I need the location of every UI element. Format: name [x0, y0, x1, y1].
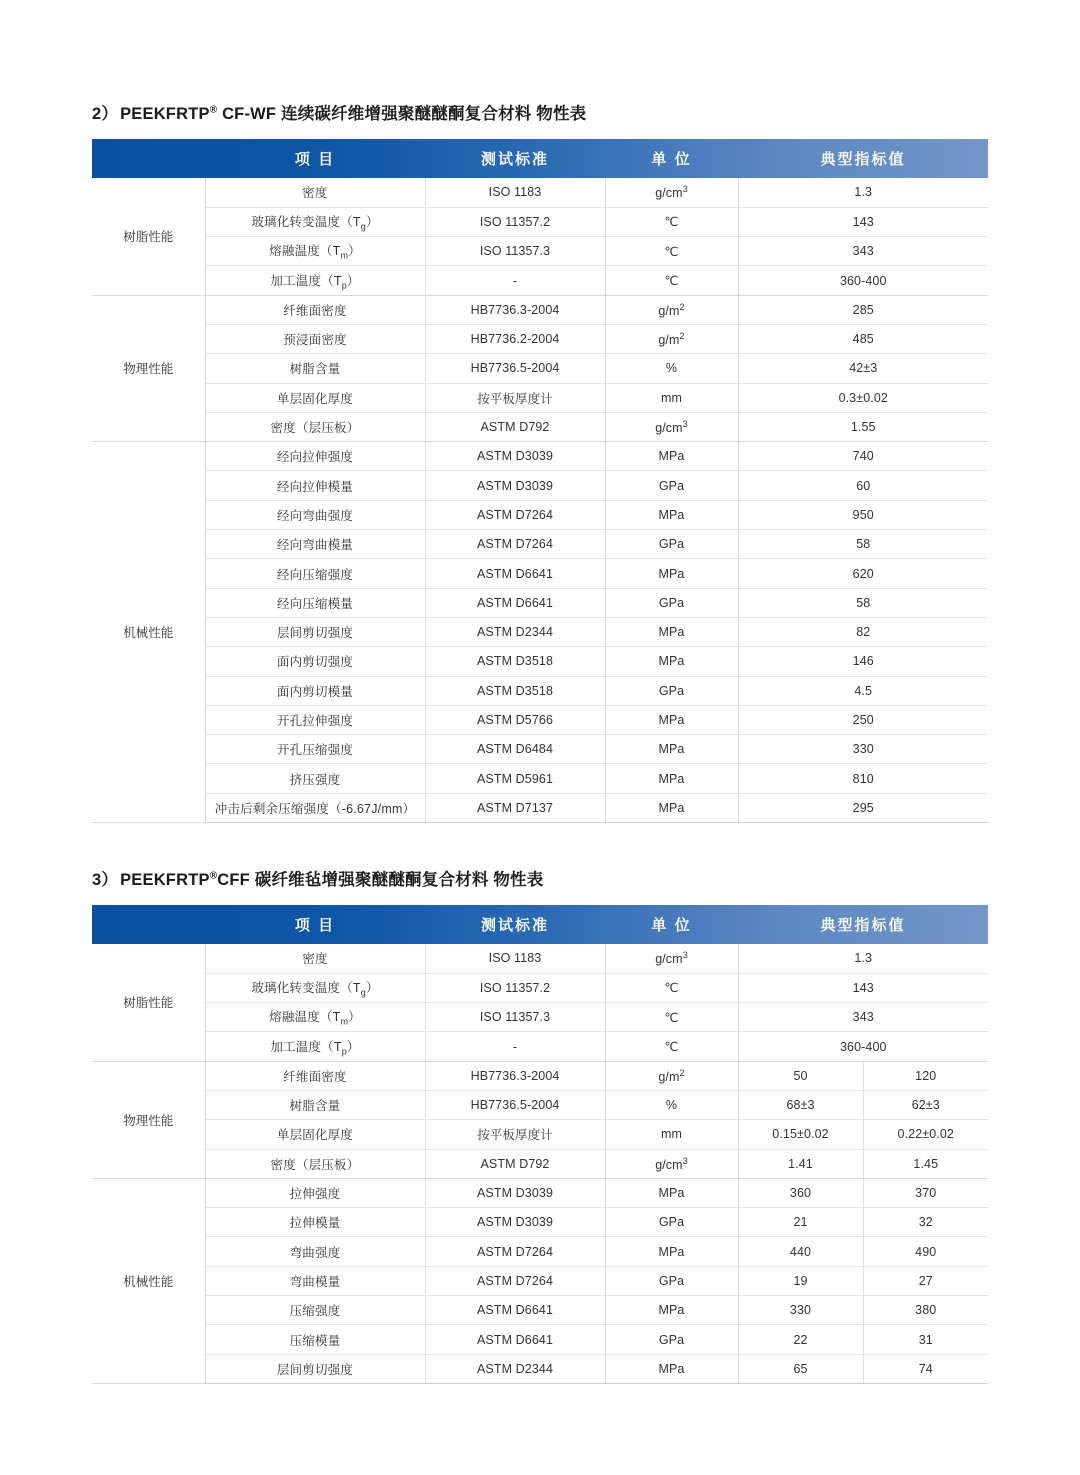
- table-1-col-item: 项 目: [294, 151, 336, 168]
- cell-typical-value: 31: [863, 1325, 988, 1354]
- cell-typical-value: 21: [738, 1208, 863, 1237]
- cell-item-name: 密度: [205, 178, 425, 207]
- cell-typical-value: 440: [738, 1237, 863, 1266]
- cell-typical-value: 0.15±0.02: [738, 1120, 863, 1149]
- table-row: [92, 793, 988, 822]
- row-category-label: 树脂性能: [92, 944, 205, 1061]
- cell-typical-value: 490: [863, 1237, 988, 1266]
- cell-unit: $g/m^2$: [605, 324, 738, 353]
- cell-typical-value: 143: [738, 207, 988, 236]
- cell-test-standard: ISO 11357.2: [425, 207, 605, 236]
- cell-test-standard: ASTM D7264: [425, 530, 605, 559]
- cell-unit: MPa: [605, 559, 738, 588]
- row-category-label: 机械性能: [92, 1178, 205, 1383]
- cell-test-standard: -: [425, 266, 605, 295]
- cell-typical-value: 4.5: [738, 676, 988, 705]
- cell-typical-value: 485: [738, 324, 988, 353]
- table-2-col-item: 项 目: [294, 917, 336, 934]
- table-row: [92, 1237, 988, 1266]
- table-row: [92, 1296, 988, 1325]
- cell-typical-value: 27: [863, 1266, 988, 1295]
- cell-test-standard: HB7736.5-2004: [425, 1090, 605, 1119]
- registered-mark-icon-2: ®: [209, 870, 218, 882]
- cell-unit: MPa: [605, 647, 738, 676]
- cell-unit: mm: [605, 1120, 738, 1149]
- cell-typical-value: 0.22±0.02: [863, 1120, 988, 1149]
- cell-item-name: 冲击后剩余压缩强度（-6.67J/mm）: [205, 793, 425, 822]
- section-title-1: [92, 100, 586, 124]
- cell-typical-value: 1.41: [738, 1149, 863, 1178]
- cell-item-name: 开孔压缩强度: [205, 735, 425, 764]
- cell-test-standard: ASTM D3039: [425, 471, 605, 500]
- row-category-label: 机械性能: [92, 442, 205, 823]
- table-row: [92, 588, 988, 617]
- cell-item-name: 密度（层压板）: [205, 1149, 425, 1178]
- cell-item-name: 经向弯曲模量: [205, 530, 425, 559]
- cell-unit: MPa: [605, 764, 738, 793]
- table-1-col-category: [92, 139, 205, 178]
- cell-unit: $g/m^2$: [605, 1061, 738, 1090]
- cell-test-standard: HB7736.3-2004: [425, 295, 605, 324]
- cell-test-standard: 按平板厚度计: [425, 383, 605, 412]
- table-1-col-value: 典型指标值: [820, 151, 906, 168]
- cell-unit: ℃: [605, 973, 738, 1002]
- cell-typical-value: 360-400: [738, 266, 988, 295]
- table-2-header-row: [92, 905, 988, 944]
- cell-typical-value: 285: [738, 295, 988, 324]
- cell-test-standard: 按平板厚度计: [425, 1120, 605, 1149]
- section-title-2: [92, 866, 543, 890]
- cell-typical-value: 50: [738, 1061, 863, 1090]
- cell-unit: MPa: [605, 1354, 738, 1383]
- cell-test-standard: ASTM D7137: [425, 793, 605, 822]
- table-row: [92, 1003, 988, 1032]
- cell-item-name: 面内剪切模量: [205, 676, 425, 705]
- spec-table-1-container: [92, 139, 988, 823]
- table-row: [92, 442, 988, 471]
- cell-typical-value: 1.45: [863, 1149, 988, 1178]
- cell-item-name: 层间剪切强度: [205, 617, 425, 646]
- table-row: [92, 207, 988, 236]
- cell-item-name: 经向拉伸强度: [205, 442, 425, 471]
- table-row: [92, 1354, 988, 1383]
- cell-test-standard: ISO 11357.3: [425, 1003, 605, 1032]
- cell-test-standard: ASTM D3039: [425, 1208, 605, 1237]
- cell-unit: GPa: [605, 1208, 738, 1237]
- cell-test-standard: ASTM D5961: [425, 764, 605, 793]
- cell-unit: MPa: [605, 1237, 738, 1266]
- table-row: [92, 1032, 988, 1061]
- cell-unit: ℃: [605, 1032, 738, 1061]
- table-row: [92, 617, 988, 646]
- cell-unit: ℃: [605, 237, 738, 266]
- cell-item-name: 经向压缩模量: [205, 588, 425, 617]
- cell-item-name: 经向弯曲强度: [205, 500, 425, 529]
- cell-item-name: 加工温度$(T_p)$: [205, 1032, 425, 1061]
- cell-typical-value: 120: [863, 1061, 988, 1090]
- cell-item-name: 加工温度$(T_p)$: [205, 266, 425, 295]
- cell-item-name: 玻璃化转变温度$(T_g)$: [205, 207, 425, 236]
- spec-table-1: [92, 139, 988, 823]
- cell-test-standard: ASTM D3039: [425, 1178, 605, 1207]
- cell-item-name: 压缩模量: [205, 1325, 425, 1354]
- table-row: [92, 735, 988, 764]
- cell-unit: MPa: [605, 1178, 738, 1207]
- cell-unit: ℃: [605, 1003, 738, 1032]
- cell-unit: %: [605, 1090, 738, 1119]
- table-row: [92, 383, 988, 412]
- cell-unit: ℃: [605, 266, 738, 295]
- cell-item-name: 预浸面密度: [205, 324, 425, 353]
- cell-item-name: 密度: [205, 944, 425, 973]
- cell-item-name: 熔融温度$(T_m)$: [205, 1003, 425, 1032]
- cell-typical-value: 0.3±0.02: [738, 383, 988, 412]
- cell-typical-value: 32: [863, 1208, 988, 1237]
- cell-typical-value: 370: [863, 1178, 988, 1207]
- table-row: [92, 324, 988, 353]
- cell-typical-value: 22: [738, 1325, 863, 1354]
- cell-unit: mm: [605, 383, 738, 412]
- cell-item-name: 挤压强度: [205, 764, 425, 793]
- table-row: [92, 676, 988, 705]
- cell-item-name: 弯曲模量: [205, 1266, 425, 1295]
- cell-unit: MPa: [605, 705, 738, 734]
- table-1-body: [92, 178, 988, 823]
- cell-test-standard: ASTM D6484: [425, 735, 605, 764]
- cell-typical-value: 68±3: [738, 1090, 863, 1119]
- cell-typical-value: 42±3: [738, 354, 988, 383]
- cell-typical-value: 343: [738, 1003, 988, 1032]
- table-row: [92, 764, 988, 793]
- row-category-label: 树脂性能: [92, 178, 205, 295]
- cell-item-name: 纤维面密度: [205, 295, 425, 324]
- cell-unit: %: [605, 354, 738, 383]
- cell-typical-value: 620: [738, 559, 988, 588]
- registered-mark-icon-1: ®: [209, 104, 218, 116]
- cell-unit: $g/cm^3$: [605, 178, 738, 207]
- cell-unit: $g/m^2$: [605, 295, 738, 324]
- table-1-col-unit: 单 位: [651, 151, 692, 168]
- table-2-col-category: [92, 905, 205, 944]
- cell-unit: $g/cm^3$: [605, 944, 738, 973]
- cell-test-standard: ASTM D7264: [425, 1237, 605, 1266]
- cell-item-name: 经向压缩强度: [205, 559, 425, 588]
- section-index-1: 2）: [92, 105, 119, 123]
- cell-test-standard: ASTM D6641: [425, 588, 605, 617]
- cell-test-standard: ASTM D7264: [425, 1266, 605, 1295]
- cell-test-standard: ASTM D3518: [425, 676, 605, 705]
- cell-item-name: 层间剪切强度: [205, 1354, 425, 1383]
- table-row: [92, 973, 988, 1002]
- cell-typical-value: 82: [738, 617, 988, 646]
- section-title-main-1: PEEKFRTP: [120, 105, 210, 123]
- cell-test-standard: -: [425, 1032, 605, 1061]
- cell-item-name: 熔融温度$(T_m)$: [205, 237, 425, 266]
- cell-typical-value: 65: [738, 1354, 863, 1383]
- table-row: [92, 1266, 988, 1295]
- cell-test-standard: ASTM D3039: [425, 442, 605, 471]
- cell-typical-value: 810: [738, 764, 988, 793]
- cell-test-standard: ASTM D792: [425, 412, 605, 441]
- table-2-head: [92, 905, 988, 944]
- cell-item-name: 压缩强度: [205, 1296, 425, 1325]
- cell-typical-value: 295: [738, 793, 988, 822]
- cell-test-standard: ISO 11357.2: [425, 973, 605, 1002]
- cell-test-standard: ASTM D2344: [425, 1354, 605, 1383]
- cell-test-standard: ISO 1183: [425, 178, 605, 207]
- cell-unit: MPa: [605, 735, 738, 764]
- cell-typical-value: 360-400: [738, 1032, 988, 1061]
- cell-unit: GPa: [605, 676, 738, 705]
- cell-unit: $g/cm^3$: [605, 412, 738, 441]
- cell-typical-value: 58: [738, 530, 988, 559]
- cell-typical-value: 146: [738, 647, 988, 676]
- table-row: [92, 412, 988, 441]
- cell-item-name: 玻璃化转变温度$(T_g)$: [205, 973, 425, 1002]
- table-1-header-row: [92, 139, 988, 178]
- cell-unit: $g/cm^3$: [605, 1149, 738, 1178]
- table-row: [92, 1178, 988, 1207]
- table-row: [92, 1090, 988, 1119]
- section-title-rest-1: CF-WF 连续碳纤维增强聚醚醚酮复合材料 物性表: [217, 105, 587, 123]
- table-2-col-value: 典型指标值: [820, 917, 906, 934]
- row-category-label: 物理性能: [92, 295, 205, 441]
- cell-unit: MPa: [605, 1296, 738, 1325]
- cell-test-standard: ASTM D792: [425, 1149, 605, 1178]
- table-1-head: [92, 139, 988, 178]
- cell-typical-value: 60: [738, 471, 988, 500]
- cell-item-name: 拉伸强度: [205, 1178, 425, 1207]
- table-row: [92, 1325, 988, 1354]
- cell-test-standard: HB7736.5-2004: [425, 354, 605, 383]
- table-row: [92, 471, 988, 500]
- cell-unit: MPa: [605, 442, 738, 471]
- cell-typical-value: 740: [738, 442, 988, 471]
- cell-test-standard: ASTM D6641: [425, 559, 605, 588]
- cell-test-standard: ASTM D6641: [425, 1325, 605, 1354]
- table-2-col-standard: 测试标准: [480, 917, 549, 934]
- cell-typical-value: 1.3: [738, 944, 988, 973]
- table-row: [92, 500, 988, 529]
- cell-typical-value: 360: [738, 1178, 863, 1207]
- table-row: [92, 944, 988, 973]
- cell-unit: ℃: [605, 207, 738, 236]
- cell-test-standard: ASTM D2344: [425, 617, 605, 646]
- cell-item-name: 密度（层压板）: [205, 412, 425, 441]
- cell-unit: GPa: [605, 588, 738, 617]
- cell-item-name: 树脂含量: [205, 1090, 425, 1119]
- cell-unit: MPa: [605, 617, 738, 646]
- table-row: [92, 1149, 988, 1178]
- cell-unit: GPa: [605, 471, 738, 500]
- table-row: [92, 178, 988, 207]
- cell-typical-value: 74: [863, 1354, 988, 1383]
- cell-test-standard: HB7736.2-2004: [425, 324, 605, 353]
- cell-item-name: 开孔拉伸强度: [205, 705, 425, 734]
- cell-test-standard: HB7736.3-2004: [425, 1061, 605, 1090]
- cell-typical-value: 1.3: [738, 178, 988, 207]
- table-row: [92, 266, 988, 295]
- cell-typical-value: 330: [738, 735, 988, 764]
- section-title-rest-2: CFF 碳纤维毡增强聚醚醚酮复合材料 物性表: [217, 871, 544, 889]
- cell-test-standard: ASTM D6641: [425, 1296, 605, 1325]
- table-row: [92, 237, 988, 266]
- table-2-body: [92, 944, 988, 1383]
- cell-item-name: 树脂含量: [205, 354, 425, 383]
- cell-item-name: 经向拉伸模量: [205, 471, 425, 500]
- cell-item-name: 单层固化厚度: [205, 383, 425, 412]
- spec-table-2-container: [92, 905, 988, 1384]
- cell-unit: GPa: [605, 530, 738, 559]
- cell-typical-value: 330: [738, 1296, 863, 1325]
- cell-item-name: 弯曲强度: [205, 1237, 425, 1266]
- table-row: [92, 647, 988, 676]
- cell-test-standard: ASTM D3518: [425, 647, 605, 676]
- row-category-label: 物理性能: [92, 1061, 205, 1178]
- cell-item-name: 纤维面密度: [205, 1061, 425, 1090]
- table-row: [92, 295, 988, 324]
- cell-unit: GPa: [605, 1325, 738, 1354]
- table-row: [92, 530, 988, 559]
- table-row: [92, 1120, 988, 1149]
- cell-test-standard: ASTM D5766: [425, 705, 605, 734]
- cell-unit: MPa: [605, 793, 738, 822]
- cell-typical-value: 58: [738, 588, 988, 617]
- table-2-col-unit: 单 位: [651, 917, 692, 934]
- cell-typical-value: 250: [738, 705, 988, 734]
- spec-table-2: [92, 905, 988, 1384]
- cell-unit: MPa: [605, 500, 738, 529]
- table-1-col-standard: 测试标准: [480, 151, 549, 168]
- table-row: [92, 1208, 988, 1237]
- cell-test-standard: ISO 11357.3: [425, 237, 605, 266]
- section-title-main-2: PEEKFRTP: [120, 871, 210, 889]
- cell-test-standard: ISO 1183: [425, 944, 605, 973]
- cell-item-name: 面内剪切强度: [205, 647, 425, 676]
- cell-typical-value: 380: [863, 1296, 988, 1325]
- table-row: [92, 705, 988, 734]
- cell-item-name: 单层固化厚度: [205, 1120, 425, 1149]
- table-row: [92, 559, 988, 588]
- cell-typical-value: 1.55: [738, 412, 988, 441]
- cell-typical-value: 143: [738, 973, 988, 1002]
- table-row: [92, 354, 988, 383]
- cell-typical-value: 343: [738, 237, 988, 266]
- cell-test-standard: ASTM D7264: [425, 500, 605, 529]
- cell-typical-value: 19: [738, 1266, 863, 1295]
- table-row: [92, 1061, 988, 1090]
- cell-item-name: 拉伸模量: [205, 1208, 425, 1237]
- cell-typical-value: 950: [738, 500, 988, 529]
- section-index-2: 3）: [92, 871, 119, 889]
- cell-unit: GPa: [605, 1266, 738, 1295]
- cell-typical-value: 62±3: [863, 1090, 988, 1119]
